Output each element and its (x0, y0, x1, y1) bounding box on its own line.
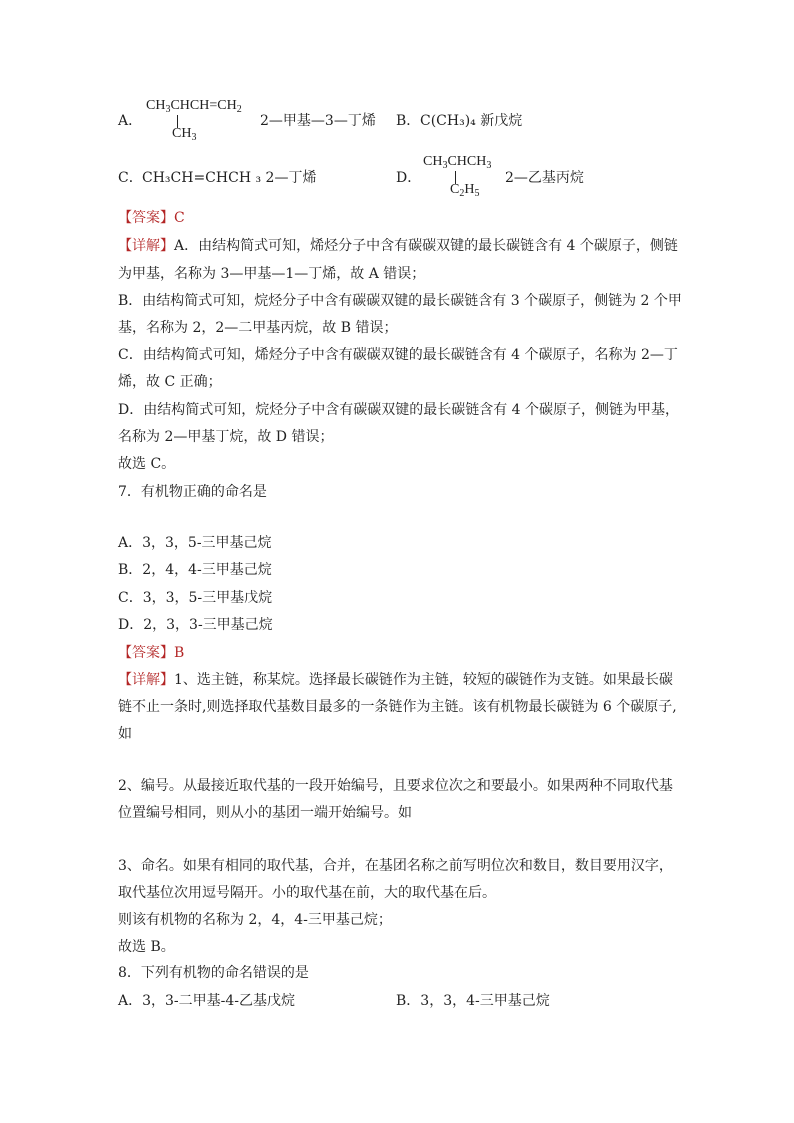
q7-detail-line-7: 取代基位次用逗号隔开。小的取代基在前，大的取代基在后。 (118, 885, 496, 901)
option-a-name: 2—甲基—3—丁烯 (260, 113, 376, 129)
answer-value: B (174, 645, 185, 661)
option-d-letter: D． (396, 170, 422, 186)
answer-value: C (174, 210, 185, 226)
q8-option-b: B．3，3，4-三甲基己烷 (396, 993, 550, 1009)
q7-conclusion: 故选 B。 (118, 939, 175, 955)
option-a-formula-branch: $CH_3$ (172, 126, 197, 143)
answer-tag: 【答案】 (118, 645, 174, 661)
q7-detail-line-1 (118, 670, 673, 690)
q6-detail-line-3: B．由结构简式可知，烷烃分子中含有碳碳双键的最长碳链含有 3 个碳原子，侧链为 2 个甲 (118, 293, 682, 309)
option-d-formula-branch: $C_2H_5$ (450, 182, 480, 199)
detail-tag: 【详解】 (118, 672, 174, 688)
q6-detail-line-2: 为甲基，名称为 3—甲基—1—丁烯，故 A 错误； (118, 266, 426, 282)
q6-detail-line-4: 基，名称为 2，2—二甲基丙烷，故 B 错误； (118, 320, 398, 336)
q7-detail-line-5: 位置编号相同，则从小的基团一端开始编号。如 (118, 805, 412, 821)
q6-answer-line (118, 208, 185, 228)
option-d-formula-main: $CH_3CHCH_3$ (423, 154, 492, 171)
option-c-letter: C． (118, 170, 143, 186)
q6-detail-line-5: C．由结构简式可知，烯烃分子中含有碳碳双键的最长碳链含有 4 个碳原子，名称为 2—丁 (118, 347, 678, 363)
q7-option-d: D．2，3，3-三甲基己烷 (118, 617, 273, 633)
detail-text: A．由结构简式可知，烯烃分子中含有碳碳双键的最长碳链含有 4 个碳原子，侧链 (174, 238, 678, 254)
q7-answer-line (118, 643, 184, 663)
option-a-formula-main: $CH_3CHCH=CH_2$ (146, 98, 242, 115)
q7-option-b: B．2，4，4-三甲基己烷 (118, 562, 272, 578)
q6-detail-line-1 (118, 236, 678, 256)
answer-tag: 【答案】 (118, 210, 174, 226)
q7-option-c: C．3，3，5-三甲基戊烷 (118, 590, 273, 606)
q8-option-a: A．3，3-二甲基-4-乙基戊烷 (118, 993, 296, 1009)
q7-detail-line-2: 链不止一条时,则选择取代基数目最多的一条链作为主链。该有机物最长碳链为 6 个碳原子, (118, 699, 677, 715)
option-c-text: CH₃CH=CHCH ₃ 2—丁烯 (142, 170, 317, 186)
option-b-text: C(CH₃)₄ 新戊烷 (420, 113, 523, 129)
q6-detail-line-8: 名称为 2—甲基丁烷，故 D 错误； (118, 429, 334, 445)
option-d-name: 2—乙基丙烷 (505, 170, 584, 186)
q7-option-a: A．3，3，5-三甲基己烷 (118, 535, 272, 551)
q7-stem: 7．有机物正确的命名是 (118, 484, 267, 500)
q7-detail-line-8: 则该有机物的名称为 2，4，4-三甲基己烷； (118, 912, 392, 928)
q7-detail-line-4: 2、编号。从最接近取代基的一段开始编号，且要求位次之和要最小。如果两种不同取代基 (118, 778, 673, 794)
q7-detail-line-6: 3、命名。如果有相同的取代基，合并，在基团名称之前写明位次和数目，数目要用汉字， (118, 858, 673, 874)
detail-tag: 【详解】 (118, 238, 174, 254)
q7-detail-line-3: 如 (118, 726, 132, 742)
q6-detail-line-6: 烯，故 C 正确； (118, 374, 222, 390)
option-b-letter: B． (396, 113, 421, 129)
q6-conclusion: 故选 C。 (118, 456, 176, 472)
q6-detail-line-7: D．由结构简式可知，烷烃分子中含有碳碳双键的最长碳链含有 4 个碳原子，侧链为甲基， (118, 402, 680, 418)
detail-text: 1、选主链，称某烷。选择最长碳链作为主链，较短的碳链作为支链。如果最长碳 (174, 672, 673, 688)
q8-stem: 8．下列有机物的命名错误的是 (118, 965, 309, 981)
option-a-letter: A． (118, 113, 143, 129)
